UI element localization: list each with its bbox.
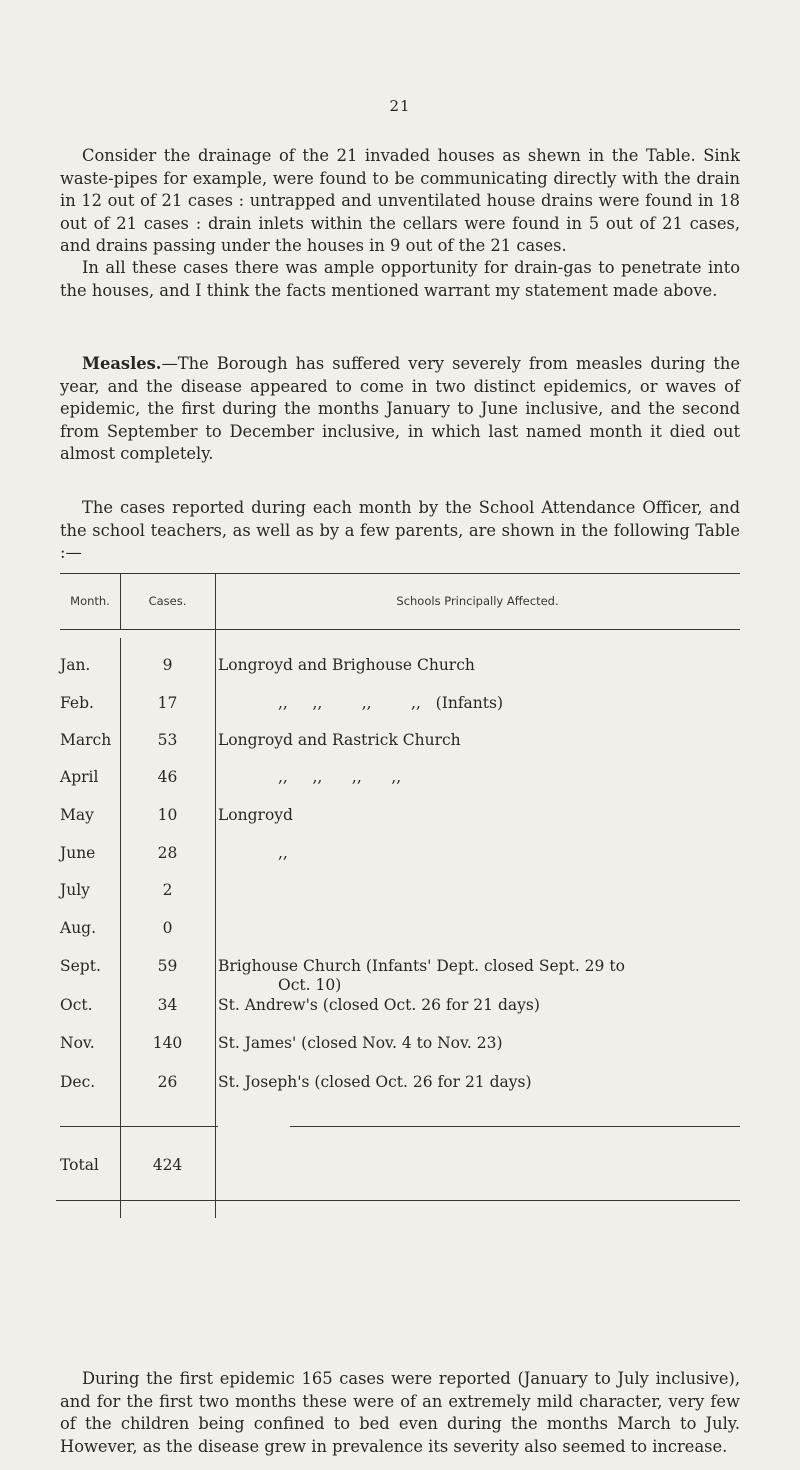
total-rule-schools [290,1126,740,1127]
row-month: May [60,806,94,824]
row-schools: Brighouse Church (Infants' Dept. closed Sept. 29 to [218,957,625,975]
row-cases: 140 [152,1034,183,1052]
table-vrule-cases-body [215,629,216,919]
paragraph-table-intro: The cases reported during each month by the School Attendance Officer, and the school teachers, as well as by a few parents, are shown in the following Table :— [60,498,740,562]
measles-text: —The Borough has suffered very severely from measles during the year, and the disease appeared to come in two distinct epidemics, or waves of epidemic, the first during the months January to June inclusive, and the second from September to December inclusive, in which last named month it died out almost completely. [60,354,740,463]
row-schools: Longroyd [218,806,293,824]
measles-heading: Measles. [82,354,162,373]
row-month: Aug. [60,919,97,937]
row-cases: 59 [157,957,178,975]
row-cases: 26 [157,1073,178,1091]
row-month: March [60,731,112,749]
paragraph-drain-gas: In all these cases there was ample opportunity for drain-gas to penetrate into the houses, and I think the facts mentioned warrant my statement made above. [60,258,740,300]
row-schools: ,, ,, ,, ,, [278,768,402,786]
row-schools: St. Andrew's (closed Oct. 26 for 21 days) [218,996,540,1014]
table-lower-rows [60,573,740,1373]
row-month: Sept. [60,957,101,975]
row-schools: Longroyd and Rastrick Church [218,731,461,749]
table-vrule-month-body [120,638,121,928]
row-cases: 0 [162,919,173,937]
row-cases: 9 [162,656,173,674]
row-cases: 28 [157,844,178,862]
table-bottom-rule [56,1200,740,1201]
total-label: Total [60,1156,99,1174]
row-month: Nov. [60,1034,95,1052]
row-cases: 10 [157,806,178,824]
header-month: Month. [70,594,110,608]
row-month: Dec. [60,1073,96,1091]
paragraph-first-epidemic: During the first epidemic 165 cases were reported (January to July inclusive), and for the first two months these were of an extremely mild character, very few of the children being confined to bed even during the months March to July. However, as the disease grew in prevalence its severity also seemed to increase. [60,1369,740,1456]
header-cases: Cases. [148,594,187,608]
row-cases: 53 [157,731,178,749]
row-cases: 34 [157,996,178,1014]
header-schools: Schools Principally Affected. [396,594,559,608]
row-month: July [60,881,90,899]
row-month: June [60,844,96,862]
row-cases: 17 [157,694,178,712]
table-vrule-2-lower [215,918,216,1218]
row-schools: Longroyd and Brighouse Church [218,656,475,674]
row-schools: St. Joseph's (closed Oct. 26 for 21 days) [218,1073,532,1091]
row-month: April [60,768,99,786]
total-rule-cases [158,1126,218,1127]
row-cases: 46 [157,768,178,786]
row-month: Oct. [60,996,93,1014]
row-schools: ,, ,, ,, ,, (Infants) [278,694,504,712]
total-rule-month [60,1126,158,1127]
row-schools: St. James' (closed Nov. 4 to Nov. 23) [218,1034,503,1052]
total-cases: 424 [152,1156,183,1174]
paragraph-measles [60,353,740,466]
row-month: Feb. [60,694,94,712]
paragraph-drainage: Consider the drainage of the 21 invaded houses as shewn in the Table. Sink waste-pipes for example, were found to be communicating directly with the drain in 12 out of 21 cases : untrapped and unventilated house drains were found in 18 out of 21 cases : drain inlets within the cellars were found in 5 out of 21 cases, and drains passing under the houses in 9 out of the 21 cases. [60,146,740,255]
page-number: 21 [389,97,411,115]
row-month: Jan. [60,656,91,674]
row-schools-continued: Oct. 10) [278,976,342,994]
row-cases: 2 [162,881,173,899]
row-schools: ,, [278,844,288,862]
